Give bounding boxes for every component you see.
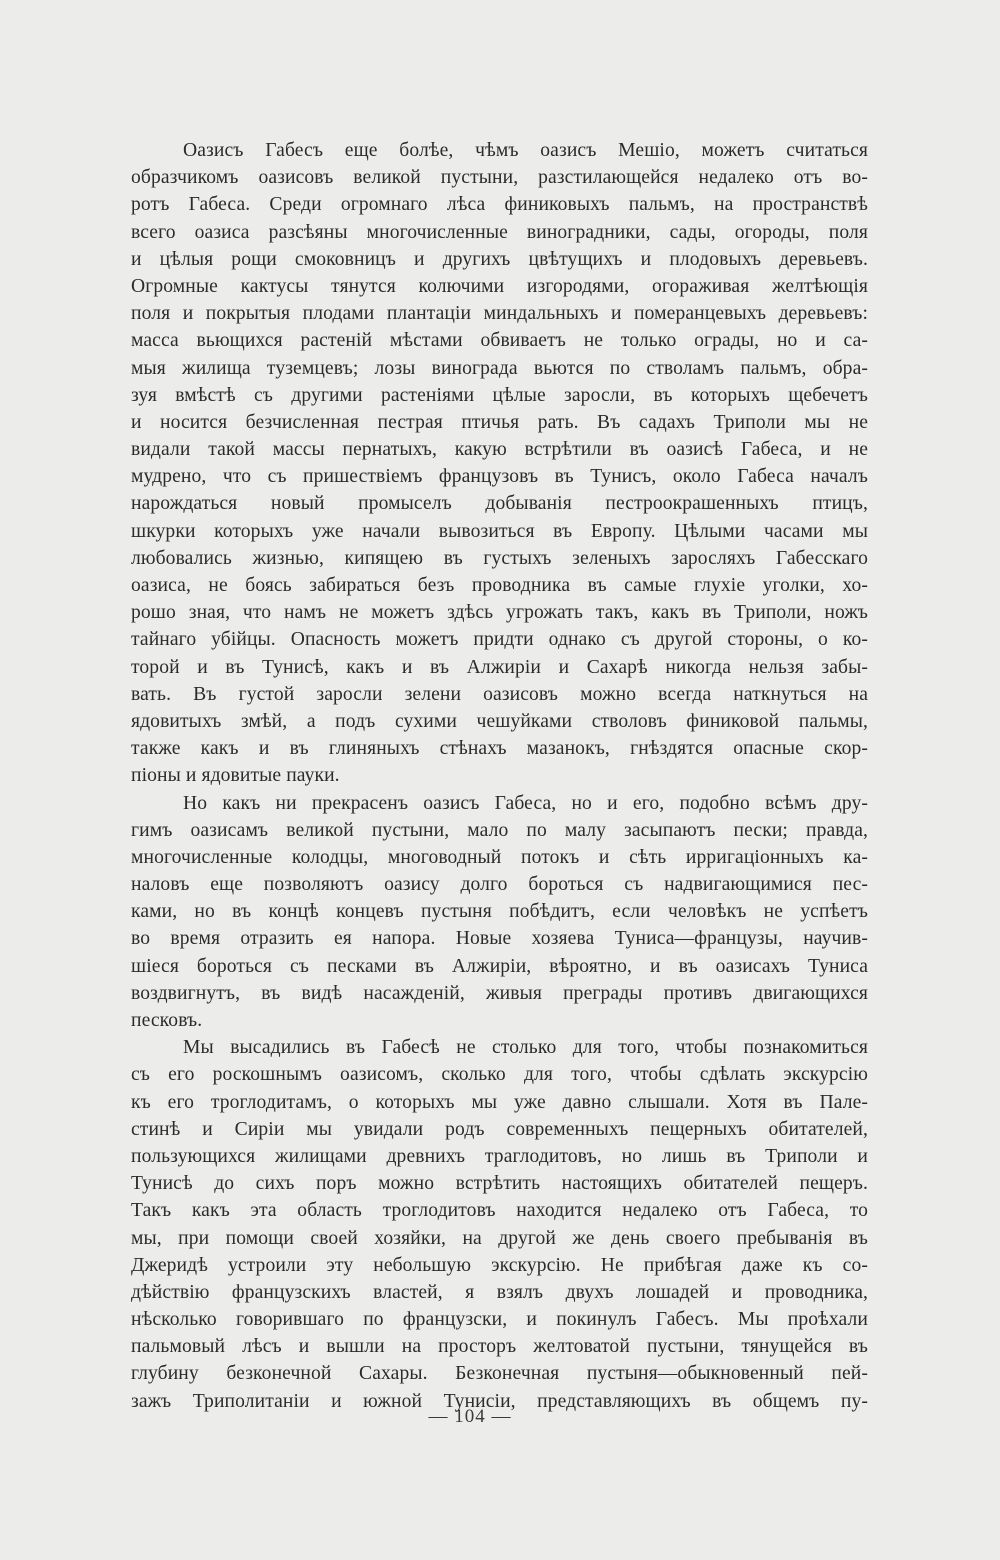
text-line: стинѣ и Сиріи мы увидали родъ современныхъ пещерныхъ обитателей, [131, 1118, 868, 1140]
text-line: зуя вмѣстѣ съ другими растеніями цѣлые заросли, въ которыхъ щебечетъ [131, 384, 868, 406]
text-line: во время отразить ея напора. Новые хозяева Туниса—французы, научив- [131, 928, 868, 950]
text-line: также какъ и въ глиняныхъ стѣнахъ мазанокъ, гнѣздятся опасные скор- [131, 738, 868, 760]
text-line: Такъ какъ эта область троглодитовъ находится недалеко отъ Габеса, то [131, 1200, 868, 1222]
text-line: гимъ оазисамъ великой пустыни, мало по малу засыпаютъ пески; правда, [131, 819, 868, 841]
text-line: поля и покрытыя плодами плантаціи миндальныхъ и померанцевыхъ деревьевъ: [131, 303, 868, 325]
text-line: ротъ Габеса. Среди огромнаго лѣса финиковыхъ пальмъ, на пространствѣ [131, 194, 868, 216]
text-line: рошо зная, что намъ не можетъ здѣсь угрожать такъ, какъ въ Триполи, ножъ [131, 602, 868, 624]
text-line: видали такой массы пернатыхъ, какую встрѣтили въ оазисѣ Габеса, и не [131, 439, 868, 461]
text-line: и цѣлыя рощи смоковницъ и другихъ цвѣтущихъ и плодовыхъ деревьевъ. [131, 248, 868, 270]
text-line: ками, но въ концѣ концевъ пустыня побѣдитъ, если человѣкъ не успѣетъ [131, 901, 868, 923]
text-line: торой и въ Тунисѣ, какъ и въ Алжиріи и Сахарѣ никогда нельзя забы- [131, 656, 868, 678]
text-line: глубину безконечной Сахары. Безконечная пустыня—обыкновенный пей- [131, 1363, 868, 1385]
text-line: ядовитыхъ змѣй, а подъ сухими чешуйками стволовъ финиковой пальмы, [131, 710, 868, 732]
text-line: и носится безчисленная пестрая птичья рать. Въ садахъ Триполи мы не [131, 411, 868, 433]
text-line: Джеридѣ устроили эту небольшую экскурсію. Не прибѣгая даже къ со- [131, 1254, 868, 1276]
text-line: Но какъ ни прекрасенъ оазисъ Габеса, но и его, подобно всѣмъ дру- [183, 792, 868, 814]
text-line: всего оазиса разсѣяны многочисленные виноградники, сады, огороды, поля [131, 221, 868, 243]
text-line: шіеся бороться съ песками въ Алжиріи, вѣроятно, и въ оазисахъ Туниса [131, 955, 868, 977]
text-line: оазиса, не боясь забираться безъ проводника въ самые глухіе уголки, хо- [131, 575, 868, 596]
text-line: воздвигнутъ, въ видѣ насажденій, живыя преграды противъ двигающихся [131, 982, 868, 1004]
text-line: образчикомъ оазисовъ великой пустыни, разстилающейся недалеко отъ во- [131, 167, 868, 189]
page-number: — 104 — [428, 1406, 512, 1427]
text-line: пользующихся жилищами древнихъ траглодитовъ, но лишь въ Триполи и [131, 1145, 868, 1167]
text-line: многочисленные колодцы, многоводный потокъ и сѣть ирригаціонныхъ ка- [131, 846, 868, 868]
text-line: піоны и ядовитые пауки. [131, 765, 340, 787]
text-line: съ его роскошнымъ оазисомъ, сколько для того, чтобы сдѣлать экскурсію [131, 1064, 868, 1086]
text-line: любовались жизнью, кипящею въ густыхъ зеленыхъ заросляхъ Габесскаго [131, 547, 868, 569]
text-line: песковъ. [131, 1010, 203, 1031]
text-line: зажъ Триполитаніи и южной Тунисіи, представляющихъ въ общемъ пу- [131, 1390, 868, 1412]
text-line: тайнаго убійцы. Опасность можетъ придти однако съ другой стороны, о ко- [131, 629, 868, 651]
text-line: вать. Въ густой заросли зелени оазисовъ можно всегда наткнуться на [131, 683, 868, 705]
text-line: нѣсколько говорившаго по французски, и покинулъ Габесъ. Мы проѣхали [131, 1309, 868, 1331]
text-line: наловъ еще позволяютъ оазису долго бороться съ надвигающимися пес- [131, 874, 868, 896]
text-line: Мы высадились въ Габесѣ не столько для того, чтобы познакомиться [183, 1037, 868, 1059]
text-line: нарождаться новый промыселъ добыванія пестроокрашенныхъ птицъ, [131, 493, 868, 515]
text-line: Тунисѣ до сихъ поръ можно встрѣтить настоящихъ обитателей пещеръ. [131, 1173, 868, 1195]
text-line: Оазисъ Габесъ еще болѣе, чѣмъ оазисъ Мешіо, можетъ считаться [183, 140, 868, 161]
text-line: дѣйствію французскихъ властей, я взялъ двухъ лошадей и проводника, [131, 1281, 868, 1303]
text-line: масса вьющихся растеній мѣстами обвиваетъ не только ограды, но и са- [131, 330, 868, 352]
text-line: Огромные кактусы тянутся колючими изгородями, огораживая желтѣющія [131, 275, 868, 297]
text-line: шкурки которыхъ уже начали вывозиться въ Европу. Цѣлыми часами мы [131, 520, 868, 542]
text-line: мудрено, что съ пришествіемъ французовъ въ Тунисъ, около Габеса началъ [131, 466, 868, 488]
text-line: пальмовый лѣсъ и вышли на просторъ желтоватой пустыни, тянущейся въ [131, 1336, 868, 1358]
text-line: мы, при помощи своей хозяйки, на другой же день своего пребыванія въ [131, 1227, 868, 1249]
text-line: мыя жилища туземцевъ; лозы винограда вьются по стволамъ пальмъ, обра- [131, 357, 868, 379]
text-line: къ его троглодитамъ, о которыхъ мы уже давно слышали. Хотя въ Пале- [131, 1091, 868, 1113]
body-text [131, 137, 868, 1415]
